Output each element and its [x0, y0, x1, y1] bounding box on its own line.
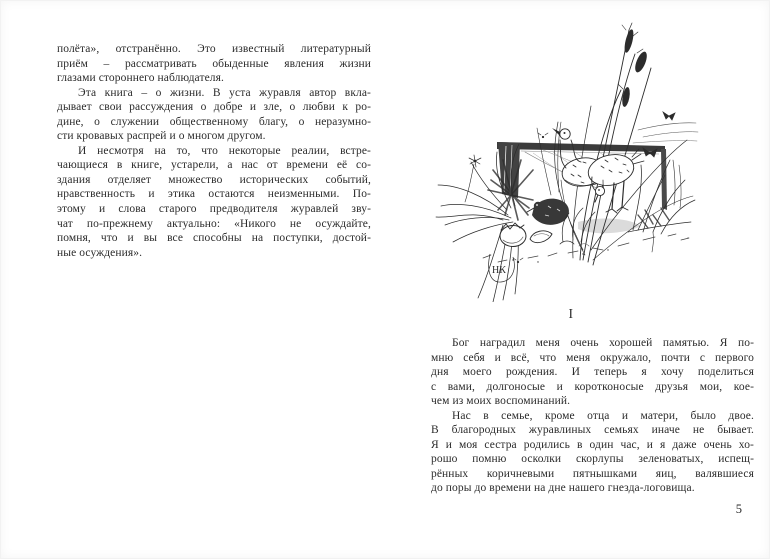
text-line: нравственность и этика остаются неизменными. По- — [57, 188, 371, 201]
text-line: глазами стороннего наблюдателя. — [57, 72, 224, 85]
chick-dark — [527, 199, 569, 225]
fly-icon — [538, 133, 548, 138]
text-line: Нас в семье, кроме отца и матери, было двое. — [452, 409, 754, 422]
paragraph — [57, 144, 371, 260]
chick-bent — [585, 149, 644, 213]
chapter-heading: I — [568, 306, 574, 321]
page-number: 5 — [735, 502, 742, 516]
text-line: приём – рассматривать обыденные явления жизни — [57, 57, 371, 70]
right-page-text — [431, 336, 754, 496]
paragraph — [431, 409, 754, 496]
text-line: до поры до времени на дне нашего гнезда-логовища. — [431, 482, 695, 495]
text-line: дня моего рождения. И теперь я хочу поделиться — [431, 366, 754, 379]
nest-illustration-image — [433, 10, 701, 302]
flower — [465, 155, 481, 202]
left-page-text — [57, 42, 371, 260]
butterfly-icon — [663, 112, 675, 120]
text-line: Я и моя сестра родились в один час, и я даже очень хо- — [431, 438, 754, 451]
text-line: ные осуждения». — [57, 246, 143, 259]
text-line: Бог наградил меня очень хорошей памятью. Я по- — [452, 337, 754, 349]
text-line: помня, что и вы все способны на поступки, достой- — [57, 232, 371, 245]
text-line: с вами, долгоносые и коротконосые друзья мои, кое- — [431, 380, 754, 393]
monogram-text: НК — [492, 265, 506, 276]
text-line: полёта», отстранённо. Это известный литературный — [57, 43, 371, 55]
paragraph — [57, 86, 371, 144]
text-line: чающиеся в книге, устарели, а нас от времени её со- — [57, 159, 371, 172]
paragraph — [57, 42, 371, 86]
text-line: этому и слова старого предводителя журавлей зву- — [57, 203, 371, 216]
text-line: чат по-прежнему актуально: «Никого не осуждайте, — [57, 217, 371, 230]
text-line: Эта книга – о жизни. В уста журавля автор вкла- — [78, 86, 371, 99]
text-line: сти кровавых распрей и о многом другом. — [57, 130, 266, 143]
text-line: дине, о служении общественному благу, о неразумно- — [57, 115, 371, 128]
text-line: И несмотря на то, что некоторые реалии, встре- — [78, 144, 371, 157]
text-line: дывает свои рассуждения о добре и зле, о любви к ро- — [57, 101, 371, 114]
text-line: рошо помню осколки скорлупы зеленоватых, испещ- — [431, 453, 754, 466]
paragraph — [431, 336, 754, 409]
text-line: мню себя и всё, что меня окружало, почти с первого — [431, 351, 754, 364]
text-line: В благородных журавлиных семьях иначе не бывает. — [431, 424, 754, 437]
text-line: чем из моих воспоминаний. — [431, 395, 571, 408]
text-line: рённых коричневыми пятнышками яиц, валявшиеся — [431, 467, 754, 480]
text-line: здания отделяет множество исторических событий, — [57, 173, 371, 186]
